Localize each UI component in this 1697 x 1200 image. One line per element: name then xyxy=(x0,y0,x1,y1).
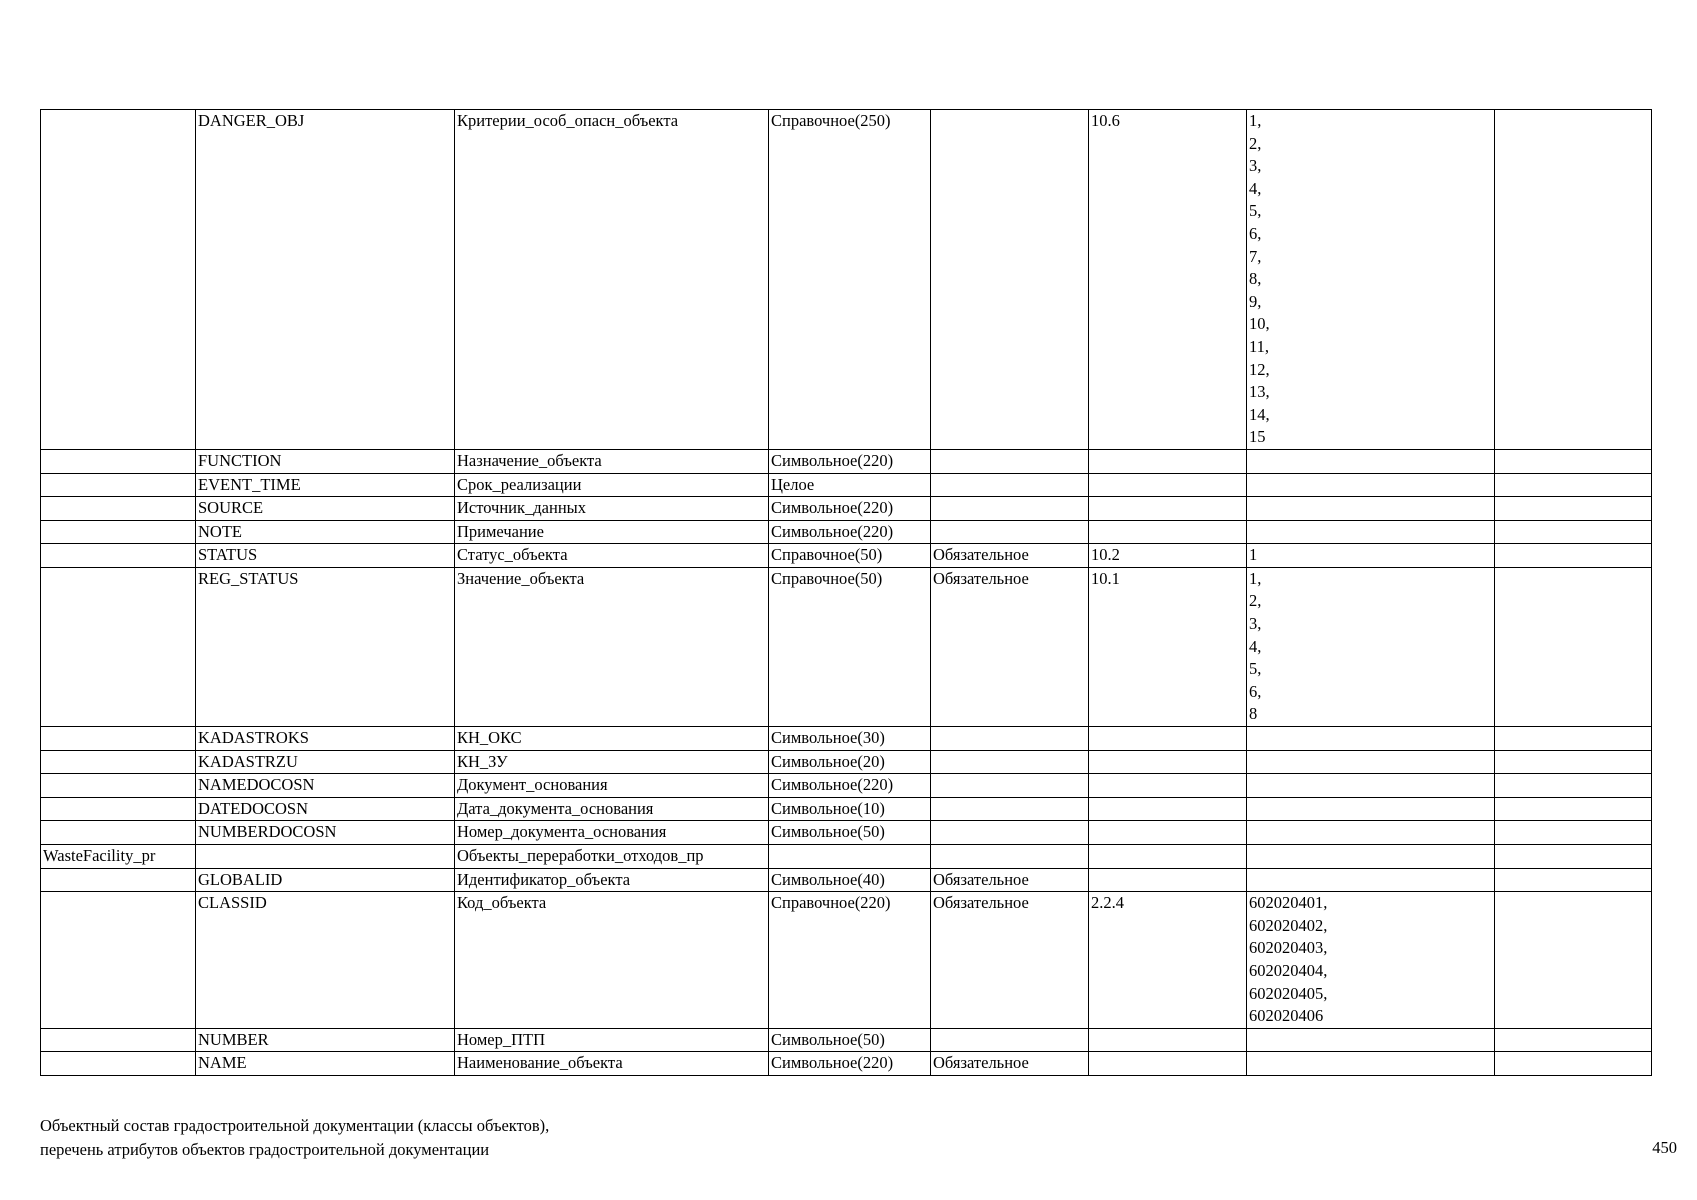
alias-cell: Код_объекта xyxy=(455,892,769,1029)
table-row xyxy=(41,727,1652,751)
alias-cell: КН_ОКС xyxy=(455,727,769,751)
class-cell xyxy=(41,520,196,544)
reference-cell xyxy=(1089,750,1247,774)
alias-cell: Примечание xyxy=(455,520,769,544)
type-cell: Символьное(220) xyxy=(769,520,931,544)
class-cell xyxy=(41,774,196,798)
table-row xyxy=(41,520,1652,544)
type-cell: Символьное(220) xyxy=(769,1052,931,1076)
alias-cell: Объекты_переработки_отходов_пр xyxy=(455,845,769,869)
table-row xyxy=(41,797,1652,821)
required-cell xyxy=(931,750,1089,774)
alias-cell: Критерии_особ_опасн_объекта xyxy=(455,110,769,450)
class-cell xyxy=(41,567,196,726)
class-cell xyxy=(41,449,196,473)
field-name-cell: NAME xyxy=(196,1052,455,1076)
note-cell xyxy=(1495,1028,1652,1052)
required-cell xyxy=(931,845,1089,869)
note-cell xyxy=(1495,797,1652,821)
footer-caption-line-1: Объектный состав градостроительной документации (классы объектов), xyxy=(40,1116,550,1135)
field-name-cell: NUMBERDOCOSN xyxy=(196,821,455,845)
table-row xyxy=(41,892,1652,1029)
alias-cell: КН_ЗУ xyxy=(455,750,769,774)
required-cell xyxy=(931,473,1089,497)
reference-cell xyxy=(1089,1028,1247,1052)
alias-cell: Назначение_объекта xyxy=(455,449,769,473)
type-cell: Символьное(20) xyxy=(769,750,931,774)
table-row xyxy=(41,750,1652,774)
values-cell xyxy=(1247,1028,1495,1052)
class-cell xyxy=(41,892,196,1029)
field-name-cell: FUNCTION xyxy=(196,449,455,473)
values-cell xyxy=(1247,520,1495,544)
reference-cell: 2.2.4 xyxy=(1089,892,1247,1029)
required-cell: Обязательное xyxy=(931,868,1089,892)
class-cell xyxy=(41,750,196,774)
footer-caption xyxy=(40,1114,549,1162)
reference-cell xyxy=(1089,868,1247,892)
reference-cell xyxy=(1089,497,1247,521)
alias-cell: Срок_реализации xyxy=(455,473,769,497)
class-cell xyxy=(41,1028,196,1052)
class-cell xyxy=(41,497,196,521)
alias-cell: Статус_объекта xyxy=(455,544,769,568)
class-cell xyxy=(41,473,196,497)
field-name-cell: NAMEDOCOSN xyxy=(196,774,455,798)
field-name-cell: NOTE xyxy=(196,520,455,544)
type-cell: Символьное(40) xyxy=(769,868,931,892)
field-name-cell: GLOBALID xyxy=(196,868,455,892)
required-cell xyxy=(931,774,1089,798)
type-cell: Символьное(220) xyxy=(769,774,931,798)
table-row xyxy=(41,1028,1652,1052)
table-row xyxy=(41,449,1652,473)
reference-cell xyxy=(1089,774,1247,798)
reference-cell: 10.1 xyxy=(1089,567,1247,726)
table-row xyxy=(41,473,1652,497)
note-cell xyxy=(1495,774,1652,798)
values-cell xyxy=(1247,473,1495,497)
table-row xyxy=(41,110,1652,450)
class-cell xyxy=(41,110,196,450)
footer-caption-line-2: перечень атрибутов объектов градостроительной документации xyxy=(40,1140,490,1159)
note-cell xyxy=(1495,449,1652,473)
values-cell xyxy=(1247,497,1495,521)
type-cell: Символьное(10) xyxy=(769,797,931,821)
reference-cell: 10.6 xyxy=(1089,110,1247,450)
alias-cell: Номер_документа_основания xyxy=(455,821,769,845)
table-row xyxy=(41,1052,1652,1076)
required-cell xyxy=(931,797,1089,821)
values-cell xyxy=(1247,868,1495,892)
required-cell xyxy=(931,110,1089,450)
alias-cell: Значение_объекта xyxy=(455,567,769,726)
required-cell xyxy=(931,497,1089,521)
class-cell xyxy=(41,544,196,568)
reference-cell xyxy=(1089,821,1247,845)
values-cell: 1, 2, 3, 4, 5, 6, 8 xyxy=(1247,567,1495,726)
required-cell xyxy=(931,520,1089,544)
table-row xyxy=(41,821,1652,845)
class-cell xyxy=(41,1052,196,1076)
values-cell xyxy=(1247,774,1495,798)
class-cell xyxy=(41,797,196,821)
attributes-table xyxy=(40,109,1652,1076)
note-cell xyxy=(1495,473,1652,497)
values-cell xyxy=(1247,449,1495,473)
class-cell xyxy=(41,727,196,751)
type-cell: Символьное(50) xyxy=(769,821,931,845)
reference-cell xyxy=(1089,449,1247,473)
table-row xyxy=(41,567,1652,726)
type-cell: Справочное(220) xyxy=(769,892,931,1029)
note-cell xyxy=(1495,821,1652,845)
field-name-cell: CLASSID xyxy=(196,892,455,1029)
field-name-cell xyxy=(196,845,455,869)
required-cell: Обязательное xyxy=(931,1052,1089,1076)
reference-cell xyxy=(1089,797,1247,821)
field-name-cell: KADASTRZU xyxy=(196,750,455,774)
field-name-cell: DANGER_OBJ xyxy=(196,110,455,450)
values-cell xyxy=(1247,797,1495,821)
field-name-cell: STATUS xyxy=(196,544,455,568)
type-cell: Целое xyxy=(769,473,931,497)
values-cell xyxy=(1247,821,1495,845)
values-cell xyxy=(1247,845,1495,869)
type-cell: Символьное(30) xyxy=(769,727,931,751)
class-cell xyxy=(41,868,196,892)
values-cell: 602020401, 602020402, 602020403, 602020404, 602020405, 602020406 xyxy=(1247,892,1495,1029)
table-row xyxy=(41,497,1652,521)
type-cell: Символьное(50) xyxy=(769,1028,931,1052)
alias-cell: Документ_основания xyxy=(455,774,769,798)
note-cell xyxy=(1495,845,1652,869)
class-cell xyxy=(41,821,196,845)
note-cell xyxy=(1495,497,1652,521)
reference-cell xyxy=(1089,1052,1247,1076)
reference-cell xyxy=(1089,727,1247,751)
type-cell: Справочное(50) xyxy=(769,567,931,726)
class-cell: WasteFacility_pr xyxy=(41,845,196,869)
note-cell xyxy=(1495,892,1652,1029)
field-name-cell: NUMBER xyxy=(196,1028,455,1052)
required-cell xyxy=(931,1028,1089,1052)
field-name-cell: REG_STATUS xyxy=(196,567,455,726)
alias-cell: Дата_документа_основания xyxy=(455,797,769,821)
note-cell xyxy=(1495,567,1652,726)
required-cell: Обязательное xyxy=(931,892,1089,1029)
note-cell xyxy=(1495,750,1652,774)
attributes-table-body xyxy=(41,110,1652,1076)
type-cell: Символьное(220) xyxy=(769,449,931,473)
page-number: 450 xyxy=(1652,1138,1677,1157)
reference-cell xyxy=(1089,520,1247,544)
table-row xyxy=(41,868,1652,892)
reference-cell: 10.2 xyxy=(1089,544,1247,568)
note-cell xyxy=(1495,520,1652,544)
alias-cell: Идентификатор_объекта xyxy=(455,868,769,892)
values-cell: 1, 2, 3, 4, 5, 6, 7, 8, 9, 10, 11, 12, 13, 14, 15 xyxy=(1247,110,1495,450)
required-cell: Обязательное xyxy=(931,567,1089,726)
field-name-cell: SOURCE xyxy=(196,497,455,521)
table-row xyxy=(41,544,1652,568)
note-cell xyxy=(1495,110,1652,450)
field-name-cell: KADASTROKS xyxy=(196,727,455,751)
note-cell xyxy=(1495,544,1652,568)
field-name-cell: DATEDOCOSN xyxy=(196,797,455,821)
note-cell xyxy=(1495,868,1652,892)
alias-cell: Источник_данных xyxy=(455,497,769,521)
table-row xyxy=(41,774,1652,798)
values-cell xyxy=(1247,1052,1495,1076)
required-cell xyxy=(931,449,1089,473)
note-cell xyxy=(1495,727,1652,751)
note-cell xyxy=(1495,1052,1652,1076)
alias-cell: Номер_ПТП xyxy=(455,1028,769,1052)
type-cell: Справочное(250) xyxy=(769,110,931,450)
values-cell xyxy=(1247,750,1495,774)
reference-cell xyxy=(1089,845,1247,869)
type-cell: Справочное(50) xyxy=(769,544,931,568)
required-cell: Обязательное xyxy=(931,544,1089,568)
required-cell xyxy=(931,821,1089,845)
values-cell: 1 xyxy=(1247,544,1495,568)
table-row xyxy=(41,845,1652,869)
reference-cell xyxy=(1089,473,1247,497)
type-cell: Символьное(220) xyxy=(769,497,931,521)
alias-cell: Наименование_объекта xyxy=(455,1052,769,1076)
type-cell xyxy=(769,845,931,869)
values-cell xyxy=(1247,727,1495,751)
required-cell xyxy=(931,727,1089,751)
field-name-cell: EVENT_TIME xyxy=(196,473,455,497)
